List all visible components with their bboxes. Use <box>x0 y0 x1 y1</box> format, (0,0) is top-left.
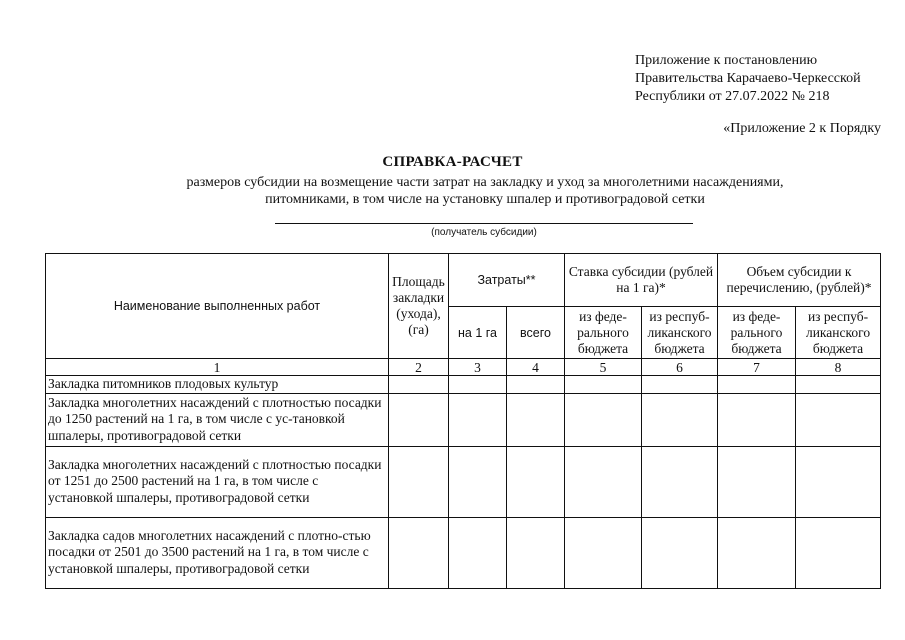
rate-federal-cell[interactable] <box>565 517 642 588</box>
work-name-cell: Закладка многолетних насаждений с плотностью посадки до 1250 растений на 1 га, в том числе с ус-тановкой шпалеры, противоградовой сетки <box>46 393 389 446</box>
header-area: Площадь закладки (ухода), (га) <box>389 254 449 359</box>
header-volume-republic: из респуб-ликанского бюджета <box>796 307 881 359</box>
column-number: 6 <box>642 359 718 376</box>
rate-republic-cell[interactable] <box>642 446 718 517</box>
column-numbers-row <box>46 359 881 376</box>
header-rate: Ставка субсидии (рублей на 1 га)* <box>565 254 718 307</box>
header-costs: Затраты** <box>449 254 565 307</box>
costs-per-ha-cell[interactable] <box>449 517 507 588</box>
header-volume-federal: из феде-рального бюджета <box>718 307 796 359</box>
rate-federal-cell[interactable] <box>565 376 642 394</box>
column-number: 7 <box>718 359 796 376</box>
appendix-line: Республики от 27.07.2022 № 218 <box>635 89 830 104</box>
document-subtitle <box>100 174 870 208</box>
area-cell[interactable] <box>389 393 449 446</box>
appendix-line: Приложение к постановлению <box>635 53 818 68</box>
table-row <box>46 446 881 517</box>
volume-federal-cell[interactable] <box>718 517 796 588</box>
volume-republic-cell[interactable] <box>796 446 881 517</box>
area-cell[interactable] <box>389 376 449 394</box>
subtitle-line: размеров субсидии на возмещение части затрат на закладку и уход за многолетними насаждениями, <box>186 175 784 190</box>
rate-republic-cell[interactable] <box>642 393 718 446</box>
table-row <box>46 393 881 446</box>
costs-total-cell[interactable] <box>507 517 565 588</box>
recipient-underline <box>275 223 693 224</box>
header-rate-federal: из феде-рального бюджета <box>565 307 642 359</box>
appendix-reference <box>635 52 861 106</box>
work-name-cell: Закладка многолетних насаждений с плотностью посадки от 1251 до 2500 растений на 1 га, в том числе с установкой шпалеры, противоградовой сетки <box>46 446 389 517</box>
column-number: 3 <box>449 359 507 376</box>
table-row <box>46 517 881 588</box>
rate-federal-cell[interactable] <box>565 446 642 517</box>
work-name-cell: Закладка питомников плодовых культур <box>46 376 389 394</box>
header-rate-republic: из респуб-ликанского бюджета <box>642 307 718 359</box>
volume-republic-cell[interactable] <box>796 393 881 446</box>
rate-federal-cell[interactable] <box>565 393 642 446</box>
costs-per-ha-cell[interactable] <box>449 446 507 517</box>
header-volume: Объем субсидии к перечислению, (рублей)* <box>718 254 881 307</box>
work-name-cell: Закладка садов многолетних насаждений с плотно-стью посадки от 2501 до 3500 растений на 1 га, в том числе с установкой шпалеры, противоградовой сетки <box>46 517 389 588</box>
subtitle-line: питомниками, в том числе на установку шпалер и противоградовой сетки <box>265 192 705 207</box>
costs-per-ha-cell[interactable] <box>449 393 507 446</box>
appendix-2-reference: «Приложение 2 к Порядку <box>723 121 881 136</box>
volume-federal-cell[interactable] <box>718 393 796 446</box>
header-costs-per-ha: на 1 га <box>449 307 507 359</box>
costs-total-cell[interactable] <box>507 446 565 517</box>
column-number: 1 <box>46 359 389 376</box>
column-number: 4 <box>507 359 565 376</box>
header-costs-total: всего <box>507 307 565 359</box>
column-number: 8 <box>796 359 881 376</box>
column-number: 5 <box>565 359 642 376</box>
rate-republic-cell[interactable] <box>642 376 718 394</box>
header-work-name: Наименование выполненных работ <box>46 254 389 359</box>
rate-republic-cell[interactable] <box>642 517 718 588</box>
area-cell[interactable] <box>389 446 449 517</box>
table-row <box>46 376 881 394</box>
volume-republic-cell[interactable] <box>796 376 881 394</box>
costs-total-cell[interactable] <box>507 376 565 394</box>
volume-republic-cell[interactable] <box>796 517 881 588</box>
volume-federal-cell[interactable] <box>718 376 796 394</box>
recipient-label: (получатель субсидии) <box>431 227 537 238</box>
subsidy-table <box>45 253 881 589</box>
area-cell[interactable] <box>389 517 449 588</box>
costs-per-ha-cell[interactable] <box>449 376 507 394</box>
column-number: 2 <box>389 359 449 376</box>
document-title: СПРАВКА-РАСЧЕТ <box>382 154 523 170</box>
appendix-line: Правительства Карачаево-Черкесской <box>635 71 861 86</box>
costs-total-cell[interactable] <box>507 393 565 446</box>
volume-federal-cell[interactable] <box>718 446 796 517</box>
